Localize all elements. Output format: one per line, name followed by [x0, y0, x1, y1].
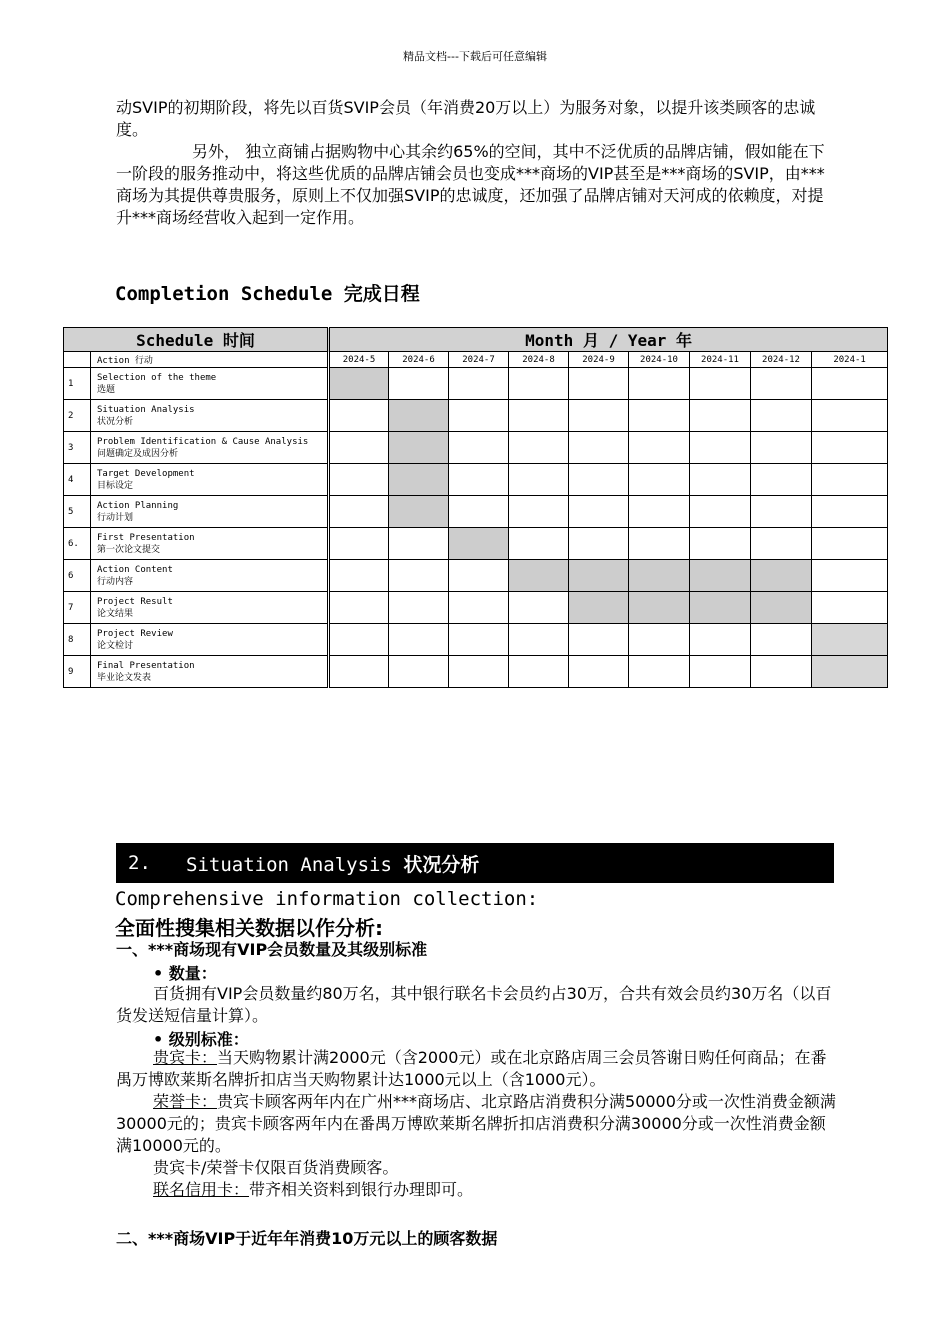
section-title: [186, 850, 479, 877]
schedule-cell: [449, 496, 509, 528]
task-en: First Presentation: [97, 532, 195, 543]
task-en: Project Result: [97, 596, 173, 607]
schedule-row: [64, 560, 888, 592]
schedule-cell: [449, 560, 509, 592]
schedule-row: [64, 432, 888, 464]
schedule-cell: [569, 656, 629, 688]
schedule-cell-active: [629, 560, 690, 592]
schedule-cell: [629, 528, 690, 560]
schedule-title-cn: 完成日程: [343, 283, 420, 305]
month-label: 2024-5: [329, 352, 389, 368]
task-en: Problem Identification & Cause Analysis: [97, 436, 309, 447]
month-label: 2024-12: [751, 352, 812, 368]
schedule-row: [64, 592, 888, 624]
task-en: Situation Analysis: [97, 404, 195, 415]
schedule-cell: [509, 432, 569, 464]
schedule-cell-active: [812, 656, 888, 688]
schedule-cell: [690, 528, 751, 560]
schedule-cell: [629, 368, 690, 400]
schedule-cell-active: [389, 496, 449, 528]
collection-title-en: Comprehensive information collection:: [115, 888, 539, 910]
task-cn: 行动内容: [97, 576, 134, 587]
schedule-cell: [629, 464, 690, 496]
task-en: Project Review: [97, 628, 173, 639]
schedule-cell: [629, 624, 690, 656]
task-cn: 第一次论文提交: [97, 544, 161, 555]
schedule-row: [64, 656, 888, 688]
section-title-cn: 状况分析: [403, 853, 480, 876]
schedule-cell-active: [751, 560, 812, 592]
schedule-cell: [690, 656, 751, 688]
card2-label: 荣誉卡：: [153, 1092, 218, 1111]
schedule-cell: [690, 432, 751, 464]
task-cell: [91, 528, 329, 560]
schedule-cell: [509, 496, 569, 528]
card1-label: 贵宾卡：: [153, 1048, 218, 1067]
task-cn: 目标设定: [97, 480, 134, 491]
schedule-cell: [509, 592, 569, 624]
task-cell: [91, 464, 329, 496]
schedule-cell: [329, 528, 389, 560]
card1-text: [116, 1047, 836, 1091]
schedule-row: [64, 528, 888, 560]
schedule-cell-active: [751, 592, 812, 624]
schedule-cell: [449, 464, 509, 496]
schedule-row: [64, 496, 888, 528]
card2-text: [116, 1091, 836, 1157]
schedule-cell: [690, 624, 751, 656]
schedule-cell: [449, 592, 509, 624]
task-cell: [91, 624, 329, 656]
schedule-cell: [389, 624, 449, 656]
action-label: Action 行动: [91, 352, 329, 368]
schedule-cell: [329, 592, 389, 624]
schedule-cell: [751, 496, 812, 528]
schedule-cell: [690, 464, 751, 496]
section-number: 2.: [128, 852, 151, 874]
section-2-banner: [116, 843, 834, 883]
task-cn: 论文结果: [97, 608, 134, 619]
schedule-cell: [751, 368, 812, 400]
task-cn: 选题: [97, 384, 116, 395]
row-number: 5: [64, 496, 91, 528]
heading-vip-spend: 二、***商场VIP于近年年消费10万元以上的顾客数据: [116, 1229, 498, 1248]
task-cn: 论文检讨: [97, 640, 134, 651]
schedule-cell-active: [629, 592, 690, 624]
schedule-cell: [329, 496, 389, 528]
schedule-cell: [751, 624, 812, 656]
schedule-cell: [569, 496, 629, 528]
month-label: 2024-8: [509, 352, 569, 368]
card3-text: [116, 1179, 836, 1201]
schedule-cell-active: [389, 400, 449, 432]
schedule-cell: [812, 368, 888, 400]
schedule-cell: [389, 368, 449, 400]
schedule-cell-active: [812, 624, 888, 656]
schedule-cell-active: [389, 464, 449, 496]
schedule-cell: [569, 464, 629, 496]
row-number: 2: [64, 400, 91, 432]
schedule-cell-active: [329, 368, 389, 400]
card3-label: 联名信用卡：: [153, 1180, 250, 1199]
schedule-cell: [389, 656, 449, 688]
schedule-cell: [329, 656, 389, 688]
schedule-cell: [751, 656, 812, 688]
schedule-cell: [329, 624, 389, 656]
schedule-cell: [812, 528, 888, 560]
schedule-cell: [569, 400, 629, 432]
task-cell: [91, 592, 329, 624]
schedule-cell: [751, 464, 812, 496]
schedule-cell-active: [569, 592, 629, 624]
schedule-cell: [812, 400, 888, 432]
row-number: 4: [64, 464, 91, 496]
schedule-cell: [751, 400, 812, 432]
schedule-table: [63, 327, 888, 688]
month-label: 2024-10: [629, 352, 690, 368]
schedule-cell-active: [569, 560, 629, 592]
schedule-cell: [812, 560, 888, 592]
section-title-en: Situation Analysis: [186, 853, 392, 876]
schedule-cell: [329, 400, 389, 432]
schedule-cell: [812, 432, 888, 464]
intro-paragraph-2-text: 另外， 独立商铺占据购物中心其余约65%的空间，其中不泛优质的品牌店铺，假如能在下一阶段的服务推动中，将这些优质的品牌店铺会员也变成***商场的VIP甚至是***商场的SVIP，由***商场为其提供尊贵服务，原则上不仅加强SVIP的忠诚度，还加强了品牌店铺对天河成的依赖度，对提升***商场经营收入起到一定作用。: [116, 142, 825, 227]
card3-body: 带齐相关资料到银行办理即可。: [249, 1180, 474, 1199]
task-cell: [91, 432, 329, 464]
schedule-cell: [449, 656, 509, 688]
schedule-cell: [569, 624, 629, 656]
schedule-cell: [509, 400, 569, 432]
row-number: 7: [64, 592, 91, 624]
schedule-cell: [329, 560, 389, 592]
schedule-cell: [629, 496, 690, 528]
row-number: 9: [64, 656, 91, 688]
schedule-cell: [329, 432, 389, 464]
card-note: [116, 1157, 836, 1179]
schedule-header: Schedule 时间: [64, 328, 329, 352]
schedule-cell: [449, 368, 509, 400]
schedule-cell: [629, 432, 690, 464]
bullet-quantity: • 数量：: [153, 964, 217, 983]
row-number: 1: [64, 368, 91, 400]
card2-body: 贵宾卡顾客两年内在广州***商场店、北京路店消费积分满50000分或一次性消费金额满30000元的；贵宾卡顾客两年内在番禺万博欧莱斯名牌折扣店消费积分满30000分或一次性消费金额满10000元的。: [116, 1092, 836, 1155]
task-cn: 状况分析: [97, 416, 134, 427]
task-cell: [91, 656, 329, 688]
row-number: 8: [64, 624, 91, 656]
schedule-cell: [690, 368, 751, 400]
task-en: Action Content: [97, 564, 173, 575]
schedule-cell: [629, 400, 690, 432]
task-cn: 行动计划: [97, 512, 134, 523]
schedule-cell-active: [389, 432, 449, 464]
schedule-cell: [389, 528, 449, 560]
schedule-cell: [449, 624, 509, 656]
task-en: Selection of the theme: [97, 372, 217, 383]
month-label-row: [64, 352, 888, 368]
collection-title-cn: 全面性搜集相关数据以作分析:: [115, 916, 383, 940]
task-cell: [91, 496, 329, 528]
month-label: 2024-7: [449, 352, 509, 368]
month-label: 2024-1: [812, 352, 888, 368]
row-number: 3: [64, 432, 91, 464]
schedule-title-en: Completion Schedule: [115, 283, 333, 305]
row-number: 6.: [64, 528, 91, 560]
task-en: Final Presentation: [97, 660, 195, 671]
schedule-cell: [509, 624, 569, 656]
schedule-cell: [329, 464, 389, 496]
schedule-cell: [389, 560, 449, 592]
schedule-cell: [629, 656, 690, 688]
schedule-row: [64, 368, 888, 400]
month-label: 2024-9: [569, 352, 629, 368]
intro-paragraph-2: [116, 141, 836, 229]
bullet-level: • 级别标准：: [153, 1030, 249, 1049]
schedule-cell-active: [449, 528, 509, 560]
row-number: 6: [64, 560, 91, 592]
schedule-row: [64, 400, 888, 432]
schedule-cell: [751, 432, 812, 464]
heading-vip-standard: 一、***商场现有VIP会员数量及其级别标准: [116, 940, 428, 959]
task-en: Target Development: [97, 468, 195, 479]
schedule-cell-active: [509, 560, 569, 592]
month-label: 2024-6: [389, 352, 449, 368]
task-cn: 问题确定及成因分析: [97, 448, 179, 459]
schedule-cell: [812, 496, 888, 528]
schedule-row: [64, 464, 888, 496]
schedule-cell: [569, 432, 629, 464]
schedule-cell: [812, 464, 888, 496]
task-en: Action Planning: [97, 500, 179, 511]
schedule-cell: [690, 400, 751, 432]
schedule-cell: [509, 464, 569, 496]
task-cn: 毕业论文发表: [97, 672, 152, 683]
month-year-header: Month 月 / Year 年: [329, 328, 888, 352]
task-cell: [91, 368, 329, 400]
blank-cell: [64, 352, 91, 368]
schedule-cell: [690, 496, 751, 528]
page-header: 精品文档---下载后可任意编辑: [403, 50, 547, 63]
schedule-cell: [389, 592, 449, 624]
card-note-body: 贵宾卡/荣誉卡仅限百货消费顾客。: [153, 1158, 399, 1177]
quantity-text-body: 百货拥有VIP会员数量约80万名，其中银行联名卡会员约占30万，合共有效会员约30万名（以百货发送短信量计算）。: [116, 984, 832, 1025]
schedule-cell: [509, 656, 569, 688]
task-cell: [91, 560, 329, 592]
schedule-cell: [509, 368, 569, 400]
card1-body: 当天购物累计满2000元（含2000元）或在北京路店周三会员答谢日购任何商品；在番禺万博欧莱斯名牌折扣店当天购物累计达1000元以上（含1000元）。: [116, 1048, 827, 1089]
schedule-cell-active: [690, 592, 751, 624]
quantity-text: [116, 983, 836, 1027]
schedule-title: [115, 279, 420, 306]
schedule-cell: [812, 592, 888, 624]
schedule-cell: [569, 368, 629, 400]
schedule-row: [64, 624, 888, 656]
schedule-cell: [569, 528, 629, 560]
schedule-cell: [751, 528, 812, 560]
task-cell: [91, 400, 329, 432]
schedule-cell: [509, 528, 569, 560]
schedule-cell: [449, 400, 509, 432]
schedule-cell: [449, 432, 509, 464]
schedule-cell-active: [690, 560, 751, 592]
intro-paragraph-1: 动SVIP的初期阶段，将先以百货SVIP会员（年消费20万以上）为服务对象，以提升该类顾客的忠诚度。: [116, 98, 816, 139]
month-label: 2024-11: [690, 352, 751, 368]
